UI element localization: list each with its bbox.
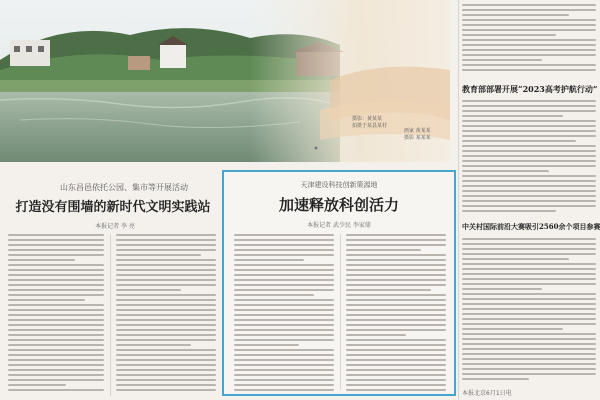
center-byline: 本报记者 武少民 李家鼎 bbox=[307, 222, 371, 229]
right-footer: 本报北京6月1日电 bbox=[462, 390, 512, 397]
credit-line: 画家 黄某某 bbox=[404, 128, 431, 134]
left-headline: 打造没有围墙的新时代文明实践站 bbox=[15, 200, 211, 215]
right-column-bottom-text bbox=[462, 238, 596, 383]
credit-line: 摄影 某某某 bbox=[404, 135, 431, 141]
left-byline: 本报记者 李 亮 bbox=[95, 223, 135, 230]
right-column-mid-text bbox=[462, 100, 596, 215]
center-article-col-1 bbox=[234, 234, 334, 394]
column-divider bbox=[110, 234, 111, 396]
page-column-rule bbox=[458, 0, 459, 400]
landscape-photo bbox=[0, 0, 450, 162]
right-headline-1: 教育部部署开展“2023高考护航行动” bbox=[462, 84, 598, 94]
right-column-top-text bbox=[462, 4, 596, 74]
photo-caption bbox=[352, 116, 387, 130]
highlighted-article[interactable] bbox=[222, 170, 456, 396]
right-headline-2: 中关村国际前沿大赛吸引2560余个项目参赛 bbox=[462, 222, 600, 231]
left-article-col-1 bbox=[8, 234, 104, 394]
landscape-illustration bbox=[0, 0, 450, 162]
caption-line: 摄影：黄某某 bbox=[352, 116, 383, 122]
center-headline: 加速释放科创活力 bbox=[278, 196, 399, 214]
photo-credit bbox=[404, 128, 431, 142]
column-divider bbox=[340, 234, 341, 390]
left-article-col-2 bbox=[116, 234, 216, 394]
caption-line: 拍摄于某县某村 bbox=[352, 123, 388, 129]
left-kicker: 山东昌邑依托公园、集市等开展活动 bbox=[60, 183, 188, 192]
center-article-col-2 bbox=[346, 234, 446, 394]
center-kicker: 天津建设科技创新策源地 bbox=[300, 181, 378, 189]
